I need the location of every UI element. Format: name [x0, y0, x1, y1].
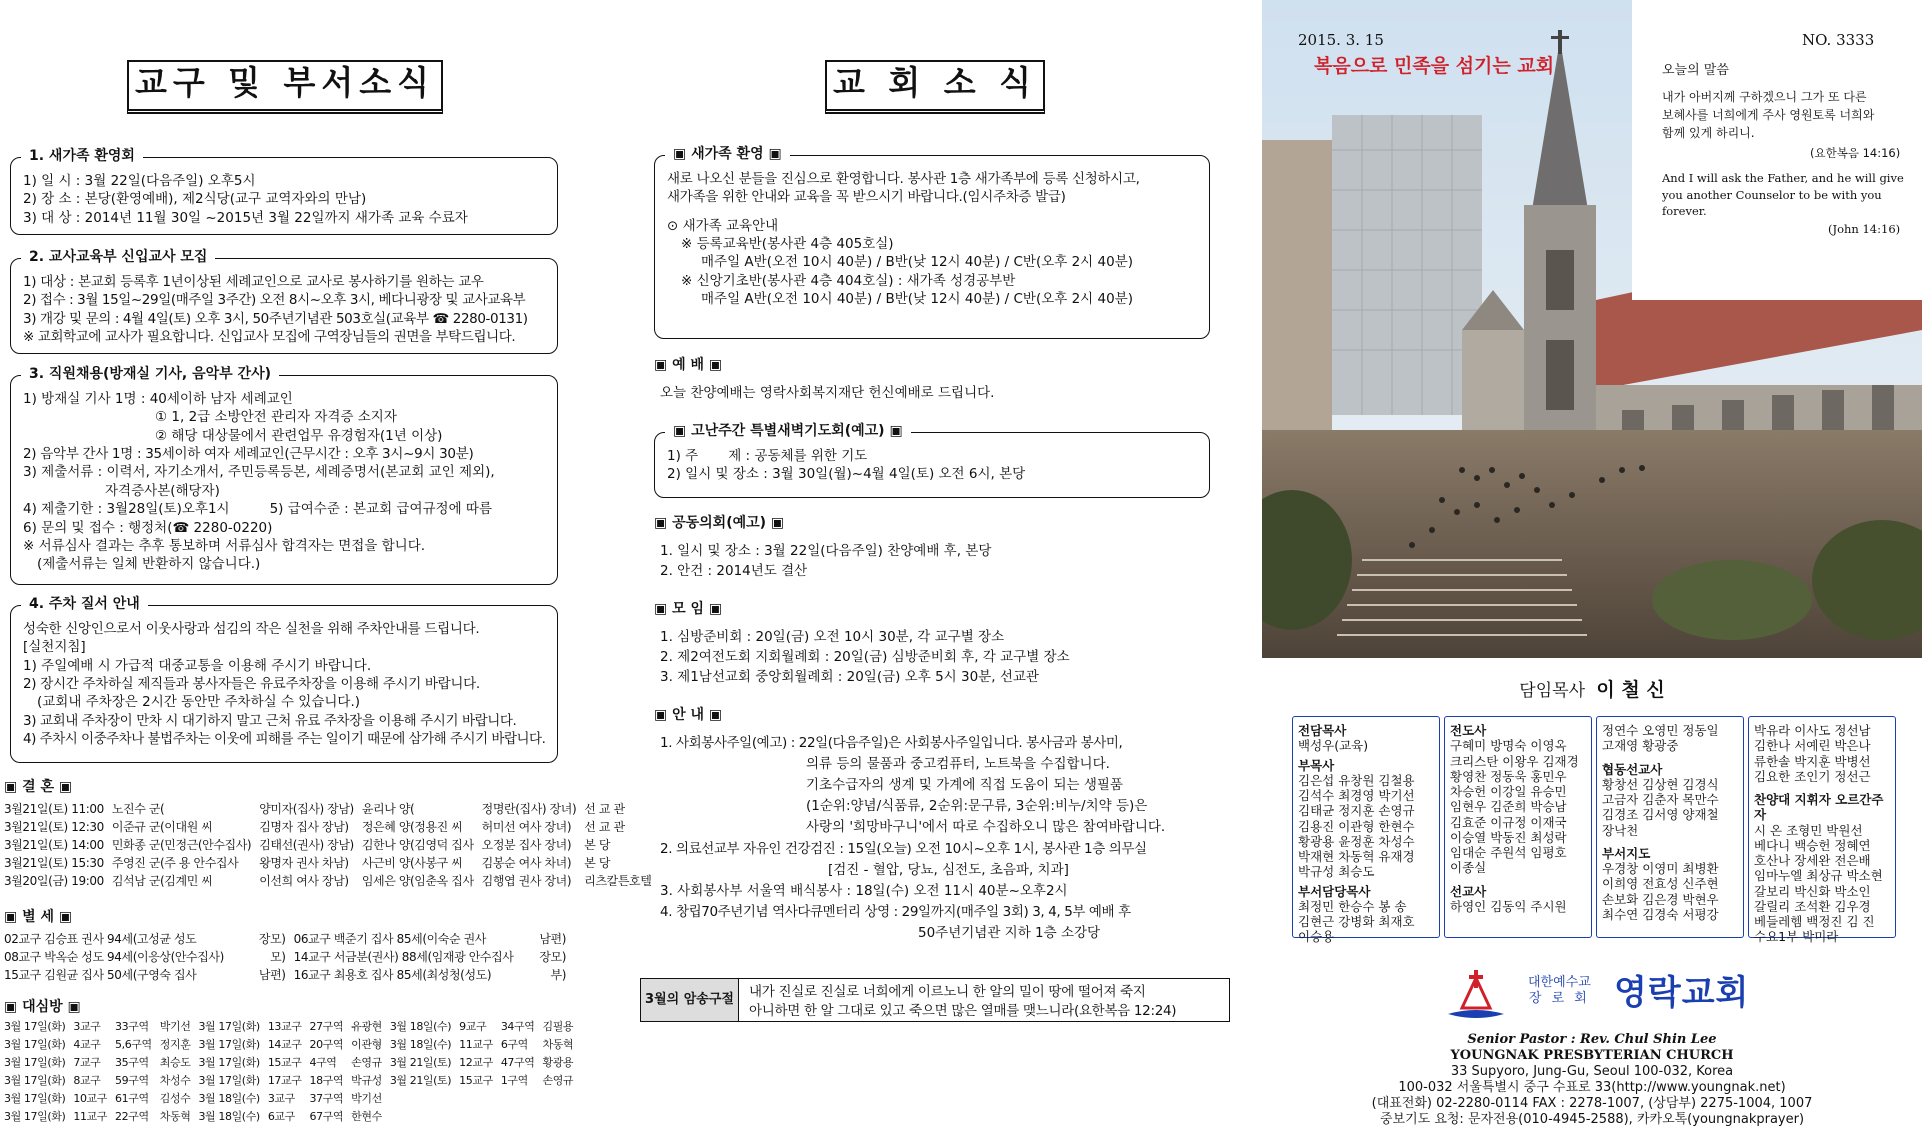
- visits-heading: ▣ 대심방 ▣: [4, 999, 81, 1015]
- table-row: 3월21일(토) 11:00 노진수 군( 양미자(집사) 장남) 윤리나 양( 정명란(집사) 장녀) 선 교 관: [4, 801, 625, 816]
- text-line: (제출서류는 일체 반환하지 않습니다.): [37, 556, 261, 573]
- table-row: 3월 17일(화) 8교구 59구역 차성수 3월 17일(화) 17교구 18구역 박규성 3월 21일(토) 15교구 1구역 손영규: [4, 1073, 574, 1087]
- text-line: 1) 주일예배 시 가급적 대중교통을 이용해 주시기 바랍니다.: [23, 657, 372, 674]
- text-line: 5) 급여수준 : 본교회 급여규정에 따름: [269, 501, 493, 518]
- text-line: 1) 주 제 : 공동체를 위한 기도: [667, 448, 868, 464]
- senior-pastor-line: 담임목사 이 철 신: [1519, 679, 1665, 701]
- issue-date: 2015. 3. 15: [1298, 31, 1384, 49]
- text-line: 50주년기념관 지하 1층 소강당: [918, 925, 1101, 941]
- joint-meeting-heading: ▣ 공동의회(예고) ▣: [654, 515, 785, 531]
- section-label: 1. 새가족 환영회: [21, 147, 143, 166]
- text-line: ※ 등록교육반(봉사관 4층 405호실): [681, 236, 894, 253]
- section-teacher-recruit: [10, 249, 558, 354]
- table-row: 3월 17일(화) 11교구 22구역 차동혁 3월 18일(수) 6교구 67구역 한현수: [4, 1109, 382, 1123]
- page-title-district: 교구 및 부서소식: [0, 60, 570, 114]
- memory-verse-label: 3월의 암송구절: [641, 979, 739, 1021]
- table-row: 3월 17일(화) 3교구 33구역 박기선 3월 17일(화) 13교구 27구역 유광현 3월 18일(수) 9교구 34구역 김필용: [4, 1019, 574, 1033]
- text-line: 6) 문의 및 접수 : 행정처(☎ 2280-0220): [23, 519, 273, 536]
- deaths-table: [0, 930, 570, 984]
- text-line: 자격증사본(해당자): [105, 482, 220, 499]
- table-row: 3월 17일(화) 7교구 35구역 최승도 3월 17일(화) 15교구 4구역 손영규 3월 21일(토) 12교구 47구역 황광용: [4, 1055, 574, 1069]
- text-line: 새가족을 위한 안내와 교육을 꼭 받으시기 바랍니다.(임시주차증 발급): [667, 189, 1066, 206]
- deaths-heading: ▣ 별 세 ▣: [4, 909, 73, 925]
- text-line: 2. 제2여전도회 지회월례회 : 20일(금) 심방준비회 후, 각 교구별 장소: [660, 649, 1070, 665]
- table-row: 3월21일(토) 12:30 이준규 군(이대원 씨 김명자 집사 장남) 정은혜 양(정용진 씨 허미선 여사 장녀) 선 교 관: [4, 819, 625, 834]
- table-row: 08교구 박옥순 성도 94세(이응상(안수집사) 모) 14교구 서금분(권사) 88세(임재광 안수집사 장모): [4, 949, 566, 964]
- verse-english: And I will ask the Father, and he will give you another Counselor to be with you forever.: [1662, 171, 1904, 219]
- table-row: 15교구 김원균 집사 50세(구영숙 집사 남편) 16교구 최용호 집사 85세(최성청(성도) 부): [4, 967, 566, 982]
- worship-heading: ▣ 예 배 ▣: [654, 357, 723, 373]
- table-row: 3월21일(토) 15:30 주영진 군(주 용 안수집사 왕명자 권사 차남) 사근비 양(사봉구 씨 김봉순 여사 차녀) 본 당: [4, 855, 611, 870]
- table-row: 3월 17일(화) 10교구 61구역 김성수 3월 18일(수) 3교구 37구역 박기선: [4, 1091, 382, 1105]
- text-line: 3) 대 상 : 2014년 11월 30일 ~2015년 3월 22일까지 새가족 교육 수료자: [23, 209, 468, 226]
- section-parking-notice: [10, 596, 558, 763]
- text-line: 오늘 찬양예배는 영락사회복지재단 헌신예배로 드립니다.: [660, 385, 995, 401]
- issue-number: NO. 3333: [1802, 31, 1875, 49]
- weddings-heading: ▣ 결 혼 ▣: [4, 779, 73, 795]
- text-line: 2) 음악부 간사 1명 : 35세이하 여자 세례교인(근무시간 : 오후 3시~9시 30분): [23, 446, 474, 463]
- text-line: 2) 일시 및 장소 : 3월 30일(월)~4월 4일(토) 오전 6시, 본당: [667, 466, 1026, 483]
- church-motto: 복음으로 민족을 섬기는 교회: [1314, 55, 1555, 77]
- page-title-church: 교 회 소 식: [640, 60, 1230, 114]
- staff-box-pastors: 전담목사 백성우(교육) 부목사 김은섭 유창원 김철용 김석수 최경영 박기선 김태균 정지훈 손영규 김용진 이관형 한현수 황광용 윤정훈 차성수 박재현 차동혁 유재경 박규성 최승도 부서담당목사 최정민 한승수 봉 송 김현근 강병화 최재호 이승용: [1292, 716, 1440, 938]
- text-line: 2) 접수 : 3월 15일~29일(매주일 3주간) 오전 8시~오후 3시, 베다니광장 및 교사교육부: [23, 292, 526, 309]
- text-line: 매주일 A반(오전 10시 40분) / B반(낮 12시 40분) / C반(오후 2시 40분): [701, 254, 1134, 271]
- text-line: 1. 사회봉사주일(예고) : 22일(다음주일)은 사회봉사주일입니다. 봉사금과 봉사미,: [660, 735, 1123, 751]
- section-label: ▣ 고난주간 특별새벽기도회(예고) ▣: [665, 422, 911, 441]
- text-line: 2) 장시간 주차하실 제직들과 봉사자들은 유료주차장을 이용해 주시기 바랍니다.: [23, 676, 480, 693]
- text-line: ⊙ 새가족 교육안내: [667, 217, 779, 234]
- text-line: 1) 대상 : 본교회 등록후 1년이상된 세례교인으로 교사로 봉사하기를 원하는 교우: [23, 274, 484, 290]
- text-line: 1) 방재실 기사 1명 : 40세이하 남자 세례교인: [23, 391, 293, 407]
- staff-box-choir: 박유라 이사도 정선남 김한나 서예린 박은나 류한솔 박지훈 박병선 김요한 조인기 정선근 찬양대 지휘자 오르간주자 시 온 조형민 박원선 베다니 백승헌 정혜연 호산나 장세완 전은배 임마누엘 최상규 박소현 갈보리 박신화 박소인 갈릴리 조석환 김우경 베들레헴 백정진 김 진 수요1부 박미라: [1748, 716, 1896, 938]
- text-line: (교회내 주차장은 2시간 동안만 주차하실 수 있습니다.): [37, 694, 361, 711]
- verse-korean-ref: (요한복음 14:16): [1810, 146, 1901, 160]
- verse-english-ref: (John 14:16): [1828, 222, 1901, 236]
- text-line: ① 1, 2급 소방안전 관리자 자격증 소지자: [155, 409, 397, 426]
- denomination-label: 대한예수교 장 로 회: [1528, 975, 1591, 1007]
- text-line: 의류 등의 물품과 중고컴퓨터, 노트북을 수집합니다.: [806, 756, 1110, 772]
- section-label: ▣ 새가족 환영 ▣: [665, 145, 790, 164]
- text-line: 2) 장 소 : 본당(환영예배), 제2식당(교구 교역자와의 만남): [23, 191, 367, 208]
- text-line: 2. 안건 : 2014년도 결산: [660, 563, 808, 579]
- text-line: 사랑의 '희망바구니'에서 따로 수집하오니 많은 참여바랍니다.: [806, 819, 1166, 835]
- staff-box-missionaries: 정연수 오영민 정동일 고재영 황광중 협동선교사 황창선 김상현 김경식 고금자 김춘자 목만수 김경조 김서영 양재철 장낙천 부서지도 우경창 이영미 최병환 이희영 전효성 신주현 손보화 김은경 박현우 최수연 김경숙 서평강: [1596, 716, 1744, 938]
- text-line: ※ 교회학교에 교사가 필요합니다. 신입교사 모집에 구역장님들의 권면을 부탁드립니다.: [23, 329, 516, 346]
- section-label: 4. 주차 질서 안내: [21, 595, 148, 614]
- text-line: (1순위:양념/식품류, 2순위:문구류, 3순위:비누/치약 등)은: [806, 798, 1148, 814]
- section-newcomer-welcome: [10, 148, 558, 235]
- text-line: 4) 제출기한 : 3월28일(토)오후1시: [23, 501, 230, 518]
- text-line: 4. 창립70주년기념 역사다큐멘터리 상영 : 29일까지(매주일 3회) 3, 4, 5부 예배 후: [660, 904, 1131, 920]
- text-line: 성숙한 신앙인으로서 이웃사랑과 섬김의 작은 실천을 위해 주차안내를 드립니다.: [23, 621, 480, 637]
- memory-verse-text: 내가 진실로 진실로 너희에게 이르노니 한 알의 밀이 땅에 떨어져 죽지 아니하면 한 알 그대로 있고 죽으면 많은 열매를 맺느니라(요한복음 12:24): [749, 984, 1177, 1019]
- text-line: 3) 교회내 주차장이 만차 시 대기하지 말고 근처 유료 주차장을 이용해 주시기 바랍니다.: [23, 712, 517, 729]
- text-line: [실천지침]: [23, 639, 86, 656]
- weddings-table: [0, 800, 655, 890]
- section-newfamily: [654, 146, 1210, 339]
- table-row: 3월 17일(화) 4교구 5,6구역 정지훈 3월 17일(화) 14교구 20구역 이관형 3월 18일(수) 11교구 6구역 차동혁: [4, 1037, 574, 1051]
- section-dawn-prayer: [654, 423, 1210, 498]
- text-line: 2. 의료선교부 자유인 건강검진 : 15일(오늘) 오전 10시~오후 1시, 봉사관 1층 의무실: [660, 841, 1147, 857]
- notice-heading: ▣ 안 내 ▣: [654, 707, 723, 723]
- table-row: 02교구 김승표 권사 94세(고성균 성도 장모) 06교구 백준기 집사 85세(이숙순 권사 남편): [4, 931, 566, 946]
- text-line: 3) 개강 및 문의 : 4월 4일(토) 오후 3시, 50주년기념관 503호실(교육부 ☎ 2280-0131): [23, 310, 528, 327]
- text-line: 3. 제1남선교회 중앙회월례회 : 20일(금) 오후 5시 30분, 선교관: [660, 669, 1039, 685]
- memory-verse-box: [640, 978, 1230, 1022]
- text-line: 1) 일 시 : 3월 22일(다음주일) 오후5시: [23, 173, 256, 189]
- text-line: ※ 서류심사 결과는 추후 통보하며 서류심사 합격자는 면접을 합니다.: [23, 537, 426, 554]
- text-line: 3. 사회봉사부 서울역 배식봉사 : 18일(수) 오전 11시 40분~오후2시: [660, 883, 1068, 899]
- verse-korean: 내가 아버지께 구하겠으니 그가 또 다른 보혜사를 너희에게 주사 영원토록 너희와 함께 있게 하리니.: [1662, 90, 1875, 141]
- section-staff-hiring: [10, 366, 558, 585]
- text-line: 기초수급자의 생계 및 가계에 직접 도움이 되는 생필품: [806, 777, 1123, 793]
- table-row: 3월20일(금) 19:00 김석남 군(김계민 씨 이선희 여사 장남) 임세은 양(임춘옥 집사 김행엽 권사 장녀) 리츠칼튼호텔: [4, 873, 652, 888]
- text-line: ※ 신앙기초반(봉사관 4층 404호실) : 새가족 성경공부반: [681, 272, 1016, 289]
- visits-table: [0, 1018, 577, 1126]
- staff-box-evangelists: 전도사 구혜미 방명숙 이영옥 크리스탄 이왕우 김재경 황영찬 정동욱 홍민우 차승헌 이강일 유승민 임현우 김준희 박승남 김효준 이규정 이재국 이승열 박동진 최성락 임대순 주원석 임평호 이종실 선교사 하영인 김동익 주시원: [1444, 716, 1592, 938]
- text-line: 4) 주차시 이중주차나 불법주차는 이웃에 피해를 주는 일이기 때문에 삼가해 주시기 바랍니다.: [23, 731, 546, 748]
- text-line: [검진 - 혈압, 당뇨, 심전도, 초음파, 치과]: [828, 862, 1069, 878]
- church-footer: Senior Pastor : Rev. Chul Shin Lee YOUNGNAK PRESBYTERIAN CHURCH 33 Supyoro, Jung-Gu, Seoul 100-032, Korea 100-032 서울특별시 중구 수표로 33(http://www.youngnak.net) (대표전화) 02-2280-0114 FAX : 2278-1007, (상담부) 2275-1004, 1007 중보기도 요청: 문자전용(010-4945-2588), 카카오톡(youngnakprayer): [1371, 1032, 1813, 1127]
- meetings-heading: ▣ 모 임 ▣: [654, 601, 723, 617]
- section-label: 3. 직원채용(방재실 기사, 음악부 간사): [21, 365, 279, 384]
- section-label: 2. 교사교육부 신입교사 모집: [21, 248, 215, 267]
- text-line: 1. 심방준비회 : 20일(금) 오전 10시 30분, 각 교구별 장소: [660, 629, 1005, 645]
- church-logo-icon: [1442, 966, 1510, 1026]
- text-line: ② 해당 대상물에서 관련업무 유경험자(1년 이상): [155, 427, 443, 444]
- text-line: 매주일 A반(오전 10시 40분) / B반(낮 12시 40분) / C반(오후 2시 40분): [701, 291, 1134, 308]
- text-line: 1. 일시 및 장소 : 3월 22일(다음주일) 찬양예배 후, 본당: [660, 543, 992, 559]
- text-line: 3) 제출서류 : 이력서, 자기소개서, 주민등록등본, 세례증명서(본교회 교인 제외),: [23, 464, 495, 481]
- table-row: 3월21일(토) 14:00 민화종 군(민정근(안수집사) 김태선(권사) 장남) 김한나 양(김영덕 집사 오정분 집사 장녀) 본 당: [4, 837, 611, 852]
- text-line: 새로 나오신 분들을 진심으로 환영합니다. 봉사관 1층 새가족부에 등록 신청하시고,: [667, 171, 1140, 187]
- verse-title: 오늘의 말씀: [1662, 63, 1729, 78]
- church-name: 영락교회: [1614, 973, 1750, 1013]
